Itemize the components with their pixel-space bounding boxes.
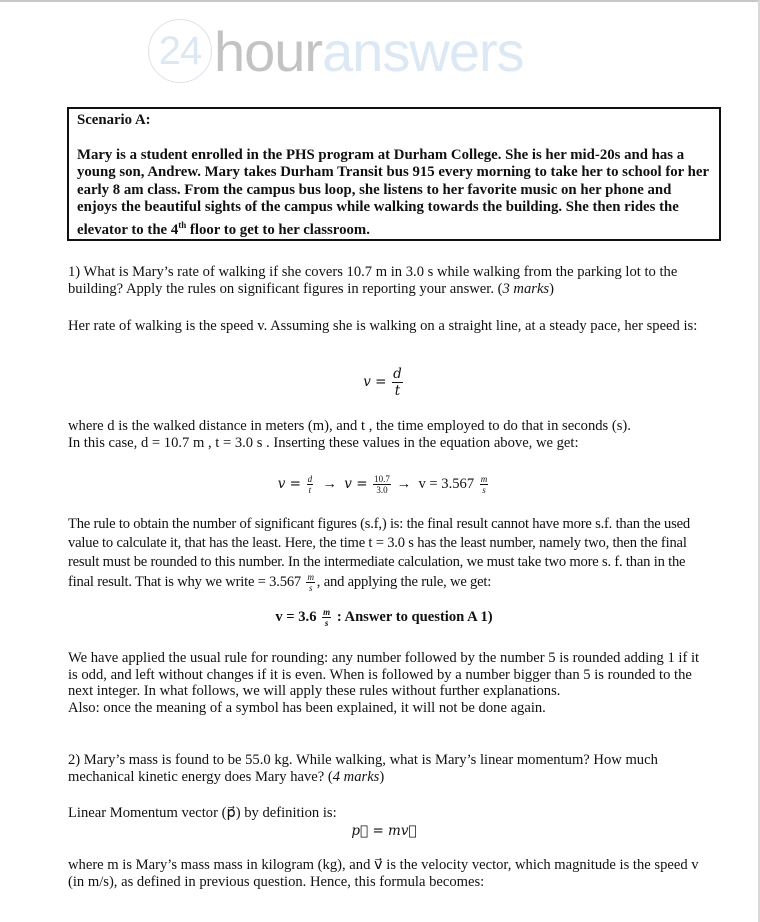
momentum-where: where m is Mary’s mass mass in kilogram (kg), and v⃗ is the velocity vector, which magnitude is the speed v (in m/s), as defined in previous question. Hence, this formula becomes:: [68, 857, 699, 890]
momentum-formula: [68, 823, 700, 840]
calc-v1: v =: [277, 475, 301, 492]
answer-unit: [322, 607, 331, 628]
answer-value: v = 3.6: [275, 608, 317, 625]
watermark-logo: [148, 18, 524, 84]
unit-s: s: [482, 485, 486, 495]
answer-label: : Answer to question A 1): [336, 608, 493, 625]
formula-num: d: [393, 366, 402, 382]
page-top-border: [0, 0, 760, 2]
question-1: [68, 264, 700, 298]
q2-text: 2) Mary’s mass is found to be 55.0 kg. While walking, what is Mary’s linear momentum? How much mechanical kinetic energy does Mary have? (: [68, 752, 658, 785]
unit-m: m: [307, 572, 314, 582]
calculation-equation: [68, 474, 700, 495]
rule-text: The rule to obtain the number of significant figures (s.f,) is: the final result cannot have more s.f. than the used value to calculate it, that has the least. Here, the time t = 3.0 s has the least number, namely two, then the final result must be rounded to this number. In the intermediate calculation, we must take two more s. f. than in the final result. That is why we write = 3.567: [68, 516, 690, 590]
q1-close: ): [549, 281, 554, 297]
scenario-text-main: Mary is a student enrolled in the PHS program at Durham College. She is her mid-20s and has a young son, Andrew. Mary takes Durham Transit bus 915 every morning to take her to school for her early 8 am class. From the campus bus loop, she listens to her favorite music on her phone and enjoys the beautiful sights of the campus while walking towards the building. She then rides the elevator to the 4: [77, 146, 709, 238]
momentum-formula-text: p⃗ = mv⃗: [351, 823, 417, 839]
formula-den: t: [394, 383, 401, 399]
scenario-text-end: floor to get to her classroom.: [186, 221, 370, 238]
also-note: Also: once the meaning of a symbol has been explained, it will not be done again.: [68, 700, 546, 716]
formula-lhs: v =: [363, 373, 387, 390]
calc-t: t: [308, 485, 312, 495]
scenario-text: [77, 147, 711, 239]
calc-frac-dt: [307, 474, 314, 495]
rule-unit: [306, 572, 314, 593]
q1-marks: 3 marks: [502, 281, 550, 297]
logo-word-hour: hour: [214, 19, 323, 83]
unit-s: s: [324, 618, 329, 628]
unit-m: m: [323, 607, 331, 617]
q2-marks: 4 marks: [332, 769, 380, 785]
scenario-title: Scenario A:: [77, 112, 151, 128]
q1-text: 1) What is Mary’s rate of walking if she covers 10.7 m in 3.0 s while walking from the parking lot to the building? Apply the rules on significant figures in reporting your answer. (: [68, 264, 678, 297]
logo-word-answers: answers: [322, 19, 524, 83]
calc-num: 10.7: [374, 474, 390, 484]
where-line-2: In this case, d = 10.7 m , t = 3.0 s . Inserting these values in the equation above, we get:: [68, 435, 579, 451]
calc-den: 3.0: [376, 485, 388, 495]
formula-fraction: [392, 366, 403, 399]
calc-result: v = 3.567: [418, 475, 475, 492]
where-line-1: where d is the walked distance in meters (m), and t , the time employed to do that in seconds (s).: [68, 418, 631, 434]
calc-d: d: [307, 474, 313, 484]
scenario-box: [67, 107, 721, 241]
calc-unit: [480, 474, 489, 495]
calc-v2: v =: [344, 475, 368, 492]
calc-frac-values: [373, 474, 391, 495]
momentum-definition: Linear Momentum vector (p⃗) by definition is:: [68, 805, 337, 821]
rule-text-end: , and applying the rule, we get:: [316, 573, 492, 590]
question-2: [68, 752, 700, 786]
arrow-1: →: [322, 475, 337, 492]
answer-q1: [68, 607, 700, 628]
sig-fig-rule: [68, 515, 700, 593]
unit-m: m: [480, 474, 488, 484]
unit-s: s: [308, 583, 313, 593]
logo-circle: 24: [148, 19, 212, 83]
formula-speed: [68, 366, 700, 399]
q2-close: ): [379, 769, 385, 785]
q1-intro: Her rate of walking is the speed v. Assuming she is walking on a straight line, at a steady pace, her speed is:: [68, 318, 698, 334]
rounding-rule: We have applied the usual rule for rounding: any number followed by the number 5 is rounded adding 1 if it is odd, and left without changes if it is even. When is followed by a number bigger than 5 is rounded to the next integer. In what follows, we will apply these rules without further explanations.: [68, 650, 700, 699]
arrow-2: →: [396, 475, 412, 492]
scenario-sup: th: [178, 219, 187, 230]
